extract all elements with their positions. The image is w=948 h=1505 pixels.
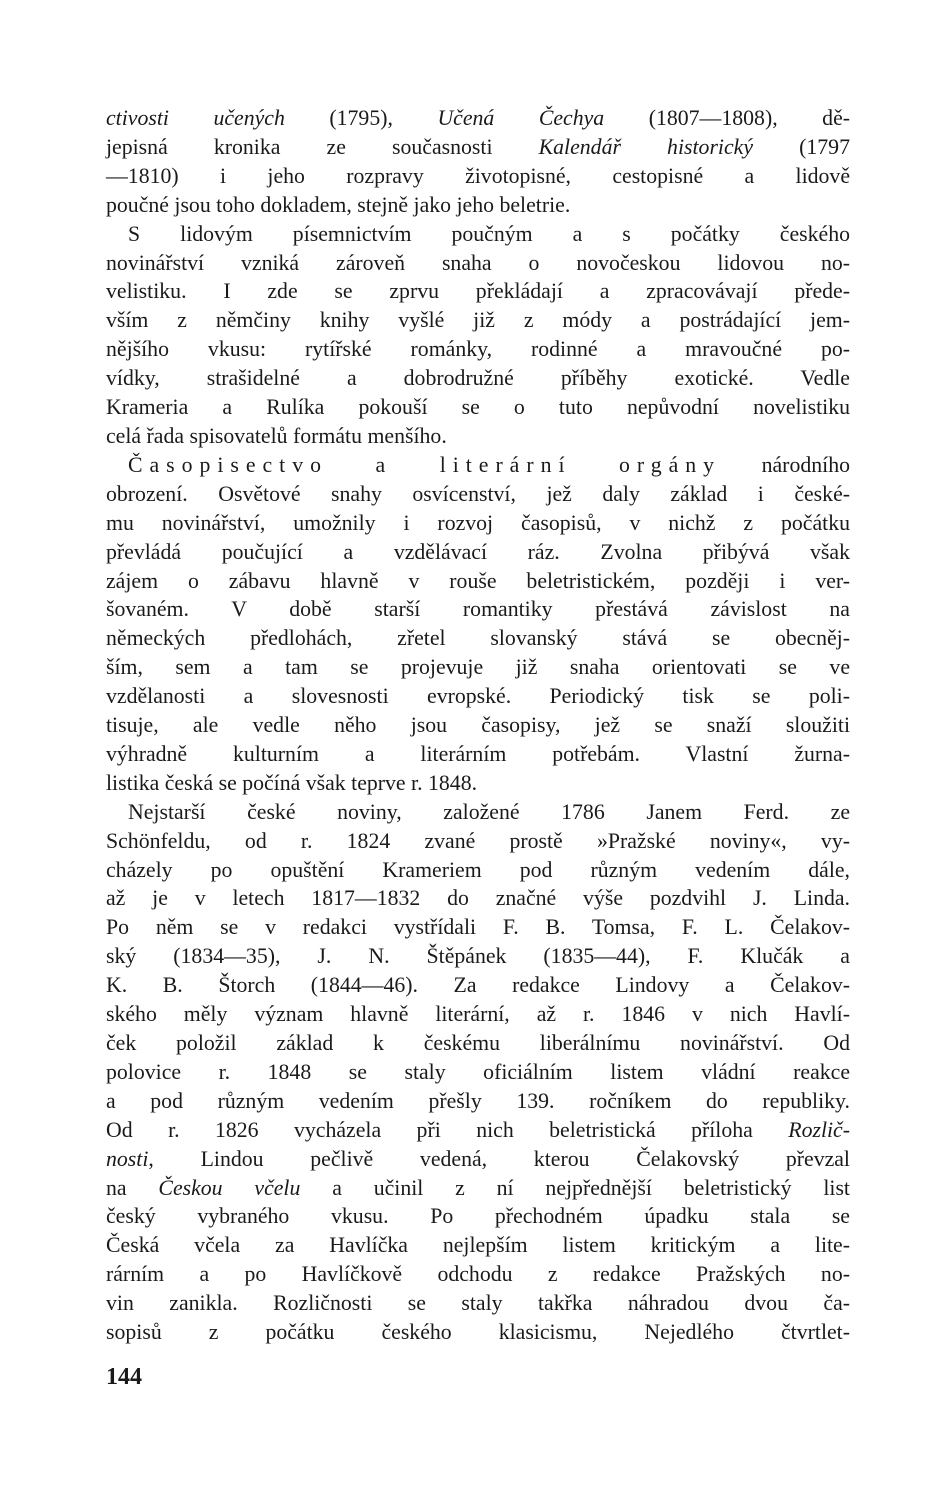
text-line — [106, 393, 850, 422]
text-line — [106, 1145, 850, 1174]
text-run: sopisů z počátku českého klasicismu, Nejedlého čtvrtlet- — [106, 1320, 850, 1345]
text-line — [106, 740, 850, 769]
text-run: Krameria a Rulíka pokouší se o tuto nepůvodní novelistiku — [106, 395, 850, 420]
body-text — [106, 104, 850, 1347]
text-run: Česká včela za Havlíčka nejlepším listem kritickým a lite- — [106, 1233, 850, 1258]
text-line — [106, 913, 850, 942]
text-run: ského měly význam hlavně literární, až r. 1846 v nich Havlí- — [106, 1002, 850, 1027]
text-line — [106, 1116, 850, 1145]
text-run: a učinil z ní nejpřednější beletristický list — [300, 1175, 850, 1200]
text-line — [106, 538, 850, 567]
text-line — [106, 798, 850, 827]
italic-title: Kalendář historický — [538, 134, 754, 159]
text-run: a pod různým vedením přešly 139. ročníkem do republiky. — [106, 1088, 850, 1113]
text-run: výhradně kulturním a literárním potřebám. Vlastní žurna- — [106, 741, 850, 766]
text-line — [106, 682, 850, 711]
text-run: (1797 — [753, 134, 850, 159]
text-line — [106, 769, 850, 798]
text-run: vším z němčiny knihy vyšlé již z módy a postrádající jem- — [106, 308, 850, 333]
text-run: novinářství vzniká zároveň snaha o novočeskou lidovou no- — [106, 250, 850, 275]
text-line — [106, 1231, 850, 1260]
text-line — [106, 1029, 850, 1058]
text-run: Od r. 1826 vycházela při nich beletristická příloha — [106, 1117, 789, 1142]
text-line — [106, 1087, 850, 1116]
text-line — [106, 624, 850, 653]
text-line — [106, 162, 850, 191]
text-run: cházely po opuštění Krameriem pod různým vedením dále, — [106, 857, 850, 882]
text-line — [106, 422, 850, 451]
text-run: poučné jsou toho dokladem, stejně jako jeho beletrie. — [106, 192, 571, 217]
text-line — [106, 1202, 850, 1231]
text-run: nějšího vkusu: rytířské románky, rodinné a mravoučné po- — [106, 337, 850, 362]
text-run: šovaném. V době starší romantiky přestává závislost na — [106, 597, 850, 622]
text-line — [106, 480, 850, 509]
text-line — [106, 1318, 850, 1347]
italic-title: nosti — [106, 1146, 149, 1171]
text-run: (1807—1808), dě- — [604, 106, 850, 130]
text-run: listika česká se počíná však teprve r. 1848. — [106, 770, 478, 795]
text-line — [106, 191, 850, 220]
text-run: až je v letech 1817—1832 do značné výše pozdvihl J. Linda. — [106, 886, 850, 911]
text-line — [106, 1000, 850, 1029]
text-run: obrození. Osvětové snahy osvícenství, jež daly základ i české- — [106, 481, 850, 506]
text-run: tisuje, ale vedle něho jsou časopisy, jež se snaží sloužiti — [106, 713, 850, 738]
text-line — [106, 1260, 850, 1289]
spaced-term: Časopisectvo a literární orgány — [128, 452, 722, 477]
italic-title: ctivosti učených — [106, 106, 285, 130]
text-line — [106, 827, 850, 856]
text-line — [106, 104, 850, 133]
text-run: český vybraného vkusu. Po přechodném úpadku stala se — [106, 1204, 850, 1229]
text-line — [106, 220, 850, 249]
text-line — [106, 249, 850, 278]
page-number: 144 — [106, 1364, 142, 1390]
text-run: mu novinářství, umožnily i rozvoj časopisů, v nichž z počátku — [106, 510, 850, 535]
text-run: na — [106, 1175, 159, 1200]
text-run: polovice r. 1848 se staly oficiálním listem vládní reakce — [106, 1059, 850, 1084]
text-run: převládá poučující a vzdělávací ráz. Zvolna přibývá však — [106, 539, 850, 564]
text-line — [106, 306, 850, 335]
text-run: K. B. Štorch (1844—46). Za redakce Lindovy a Čelakov- — [106, 973, 850, 998]
text-run: jepisná kronika ze současnosti — [106, 134, 539, 159]
text-line — [106, 653, 850, 682]
text-line — [106, 509, 850, 538]
text-run: celá řada spisovatelů formátu menšího. — [106, 423, 447, 448]
text-run: německých předlohách, zřetel slovanský stává se obecněj- — [106, 626, 850, 651]
text-line — [106, 971, 850, 1000]
text-run: vídky, strašidelné a dobrodružné příběhy exotické. Vedle — [106, 366, 850, 391]
italic-title: Českou včelu — [158, 1175, 301, 1200]
text-line — [106, 451, 850, 480]
text-line — [106, 133, 850, 162]
text-run: Nejstarší české noviny, založené 1786 Janem Ferd. ze — [128, 799, 850, 824]
text-line — [106, 856, 850, 885]
text-run: —1810) i jeho rozpravy životopisné, cestopisné a lidově — [106, 163, 850, 188]
text-line — [106, 1174, 850, 1203]
text-run: vzdělanosti a slovesnosti evropské. Periodický tisk se poli- — [106, 684, 850, 709]
text-run: národního — [721, 452, 850, 477]
text-run: , Lindou pečlivě vedená, kterou Čelakovský převzal — [148, 1146, 850, 1171]
text-run: rárním a po Havlíčkově odchodu z redakce Pražských no- — [106, 1262, 850, 1287]
text-run: (1795), — [284, 106, 438, 130]
text-line — [106, 1058, 850, 1087]
text-run: ček položil základ k českému liberálnímu novinářství. Od — [106, 1031, 850, 1055]
text-run: velistiku. I zde se zprvu překládají a zpracovávají přede- — [106, 279, 850, 304]
text-run: zájem o zábavu hlavně v rouše beletristickém, později i ver- — [106, 568, 850, 593]
text-run: ský (1834—35), J. N. Štěpánek (1835—44), F. Klučák a — [106, 944, 850, 969]
text-run: vin zanikla. Rozličnosti se staly takřka náhradou dvou ča- — [106, 1291, 850, 1316]
italic-title: Učená Čechya — [437, 106, 605, 130]
text-line — [106, 1289, 850, 1318]
text-line — [106, 277, 850, 306]
text-run: Po něm se v redakci vystřídali F. B. Tomsa, F. L. Čelakov- — [106, 915, 850, 940]
text-line — [106, 711, 850, 740]
text-line — [106, 364, 850, 393]
text-line — [106, 595, 850, 624]
text-line — [106, 567, 850, 596]
text-run: Schönfeldu, od r. 1824 zvané prostě »Pražské noviny«, vy- — [106, 828, 850, 853]
text-run: S lidovým písemnictvím poučným a s počátky českého — [128, 221, 850, 246]
text-line — [106, 942, 850, 971]
text-run: ším, sem a tam se projevuje již snaha orientovati se ve — [106, 655, 850, 680]
italic-title: Rozlič- — [788, 1117, 850, 1142]
text-line — [106, 335, 850, 364]
text-line — [106, 884, 850, 913]
